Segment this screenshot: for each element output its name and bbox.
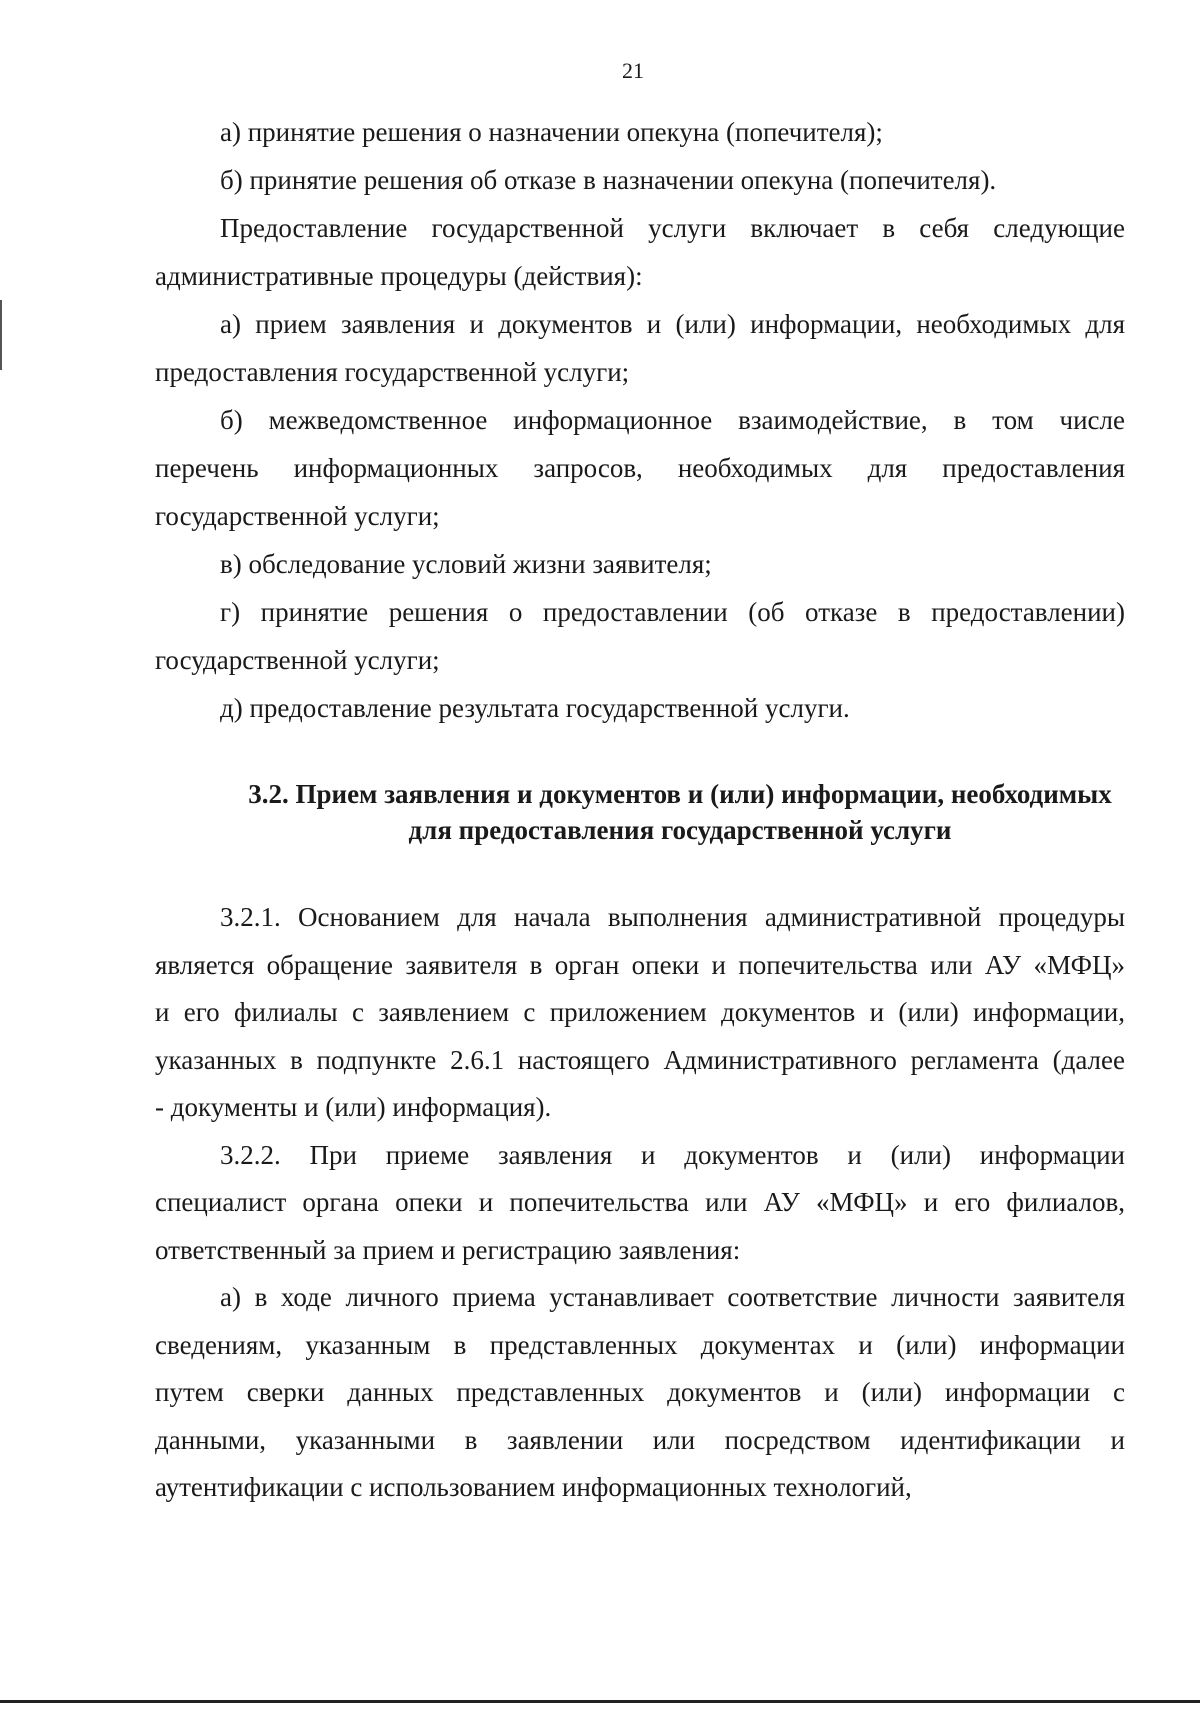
bottom-paragraphs — [155, 894, 1125, 1512]
paragraph — [155, 108, 1125, 156]
document-body — [155, 108, 1125, 1512]
text-line: аутентификации с использованием информационных технологий, — [155, 1472, 912, 1502]
text-line: б) межведомственное информационное взаимодействие, в том числе — [220, 405, 1125, 435]
paragraph — [155, 204, 1125, 300]
text-line: г) принятие решения о предоставлении (об отказе в предоставлении) — [220, 597, 1125, 627]
paragraph — [155, 894, 1125, 1132]
text-line: указанных в подпункте 2.6.1 настоящего Административного регламента (далее — [155, 1044, 1125, 1075]
text-line: ответственный за прием и регистрацию заявления: — [155, 1234, 741, 1265]
top-paragraphs — [155, 108, 1125, 732]
paragraph — [155, 588, 1125, 684]
paragraph — [155, 540, 1125, 588]
text-line: является обращение заявителя в орган опеки и попечительства или АУ «МФЦ» — [155, 949, 1125, 980]
text-line: а) принятие решения о назначении опекуна (попечителя); — [220, 117, 883, 147]
text-line: б) принятие решения об отказе в назначении опекуна (попечителя). — [220, 165, 997, 195]
text-line: 3.2.2. При приеме заявления и документов и (или) информации — [220, 1139, 1125, 1170]
paragraph — [155, 156, 1125, 204]
paragraph — [155, 396, 1125, 540]
text-line: а) прием заявления и документов и (или) информации, необходимых для — [220, 309, 1125, 339]
text-line: государственной услуги; — [155, 645, 440, 675]
text-line: предоставления государственной услуги; — [155, 357, 630, 387]
page-bottom-rule — [0, 1700, 1200, 1703]
paragraph — [155, 1132, 1125, 1275]
text-line: путем сверки данных представленных документов и (или) информации с — [155, 1377, 1125, 1407]
text-line: - документы и (или) информация). — [155, 1092, 552, 1122]
text-line: а) в ходе личного приема устанавливает соответствие личности заявителя — [220, 1282, 1125, 1312]
text-line: данными, указанными в заявлении или посредством идентификации и — [155, 1424, 1125, 1455]
text-line: государственной услуги; — [155, 501, 440, 531]
paragraph — [155, 1274, 1125, 1512]
text-line: перечень информационных запросов, необходимых для предоставления — [155, 453, 1125, 483]
text-line: специалист органа опеки и попечительства или АУ «МФЦ» и его филиалов, — [155, 1187, 1125, 1217]
text-line: и его филиалы с заявлением с приложением документов и (или) информации, — [155, 997, 1125, 1027]
text-line: д) предоставление результата государственной услуги. — [220, 693, 850, 723]
section-heading-line-2: для предоставления государственной услуги — [408, 815, 952, 845]
section-heading-line-1: 3.2. Прием заявления и документов и (или) информации, необходимых — [248, 779, 1112, 809]
text-line: административные процедуры (действия): — [155, 261, 643, 291]
paragraph — [155, 684, 1125, 732]
scan-edge-mark — [0, 300, 2, 370]
text-line: 3.2.1. Основанием для начала выполнения административной процедуры — [220, 902, 1125, 932]
paragraph — [155, 300, 1125, 396]
text-line: Предоставление государственной услуги включает в себя следующие — [220, 213, 1125, 243]
page-number: 21 — [622, 58, 644, 83]
text-line: в) обследование условий жизни заявителя; — [220, 549, 712, 579]
text-line: сведениям, указанным в представленных документах и (или) информации — [155, 1329, 1125, 1360]
section-heading — [155, 776, 1125, 848]
